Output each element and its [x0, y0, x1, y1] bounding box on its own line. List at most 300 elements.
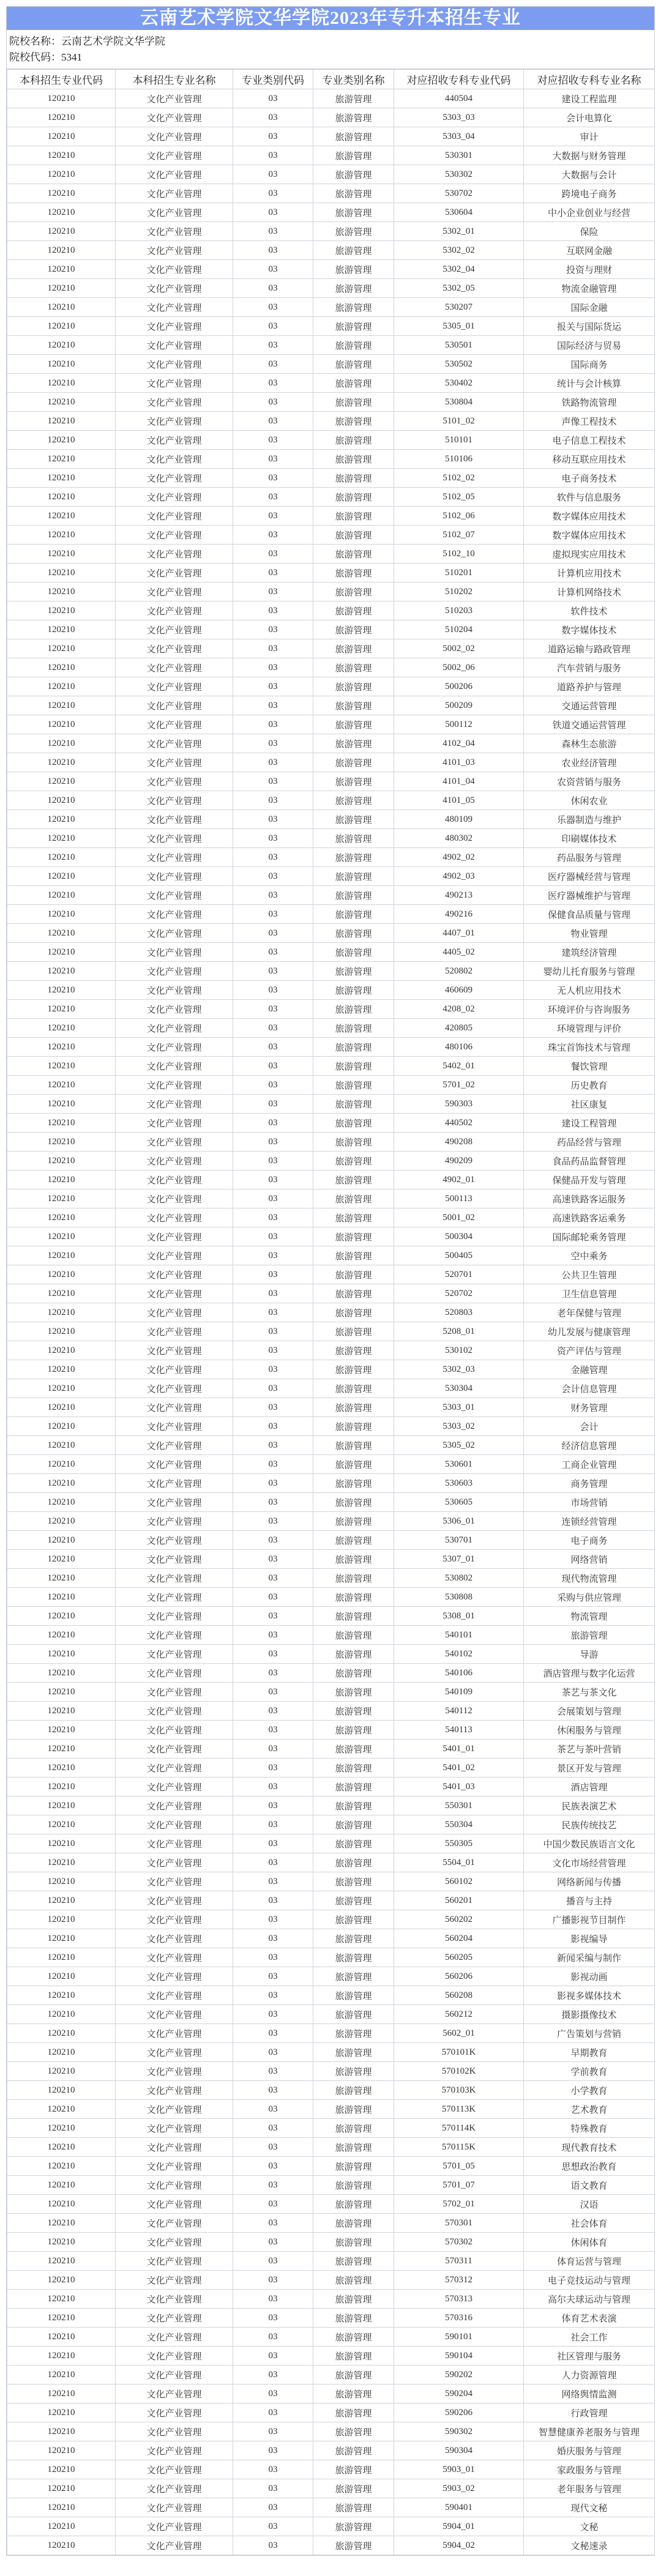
cell-major-code: 120210	[7, 279, 116, 298]
cell-category-code: 03	[233, 2536, 313, 2555]
cell-category-name: 旅游管理	[313, 2043, 394, 2062]
cell-category-code: 03	[233, 1303, 313, 1322]
cell-junior-code: 5401_01	[394, 1740, 524, 1759]
cell-category-code: 03	[233, 1834, 313, 1853]
table-row	[7, 1455, 655, 1474]
cell-junior-name: 高尔夫球运动与管理	[524, 2290, 655, 2309]
table-row	[7, 943, 655, 962]
cell-category-name: 旅游管理	[313, 2252, 394, 2271]
cell-category-code: 03	[233, 1910, 313, 1929]
cell-junior-name: 中国少数民族语言文化	[524, 1834, 655, 1853]
cell-major-name: 文化产业管理	[116, 222, 233, 241]
cell-junior-code: 510201	[394, 564, 524, 583]
cell-junior-code: 540106	[394, 1664, 524, 1683]
cell-category-name: 旅游管理	[313, 89, 394, 108]
table-row	[7, 355, 655, 374]
cell-junior-code: 4902_02	[394, 848, 524, 867]
table-row	[7, 146, 655, 165]
cell-category-name: 旅游管理	[313, 1208, 394, 1227]
cell-junior-name: 中小企业创业与经营	[524, 203, 655, 222]
cell-category-code: 03	[233, 1171, 313, 1189]
cell-category-code: 03	[233, 2290, 313, 2309]
cell-category-name: 旅游管理	[313, 734, 394, 753]
school-code-label: 院校代码：	[9, 51, 61, 63]
cell-category-name: 旅游管理	[313, 2157, 394, 2176]
cell-junior-code: 590202	[394, 2366, 524, 2384]
cell-major-code: 120210	[7, 2024, 116, 2043]
cell-junior-name: 现代物流管理	[524, 1569, 655, 1588]
cell-major-name: 文化产业管理	[116, 355, 233, 374]
cell-category-name: 旅游管理	[313, 450, 394, 469]
cell-junior-code: 570113K	[394, 2100, 524, 2119]
cell-major-code: 120210	[7, 620, 116, 639]
table-row	[7, 374, 655, 393]
cell-major-code: 120210	[7, 1664, 116, 1683]
cell-major-code: 120210	[7, 1626, 116, 1645]
cell-category-name: 旅游管理	[313, 924, 394, 943]
table-row	[7, 1778, 655, 1796]
cell-category-code: 03	[233, 867, 313, 886]
cell-major-code: 120210	[7, 412, 116, 431]
cell-junior-name: 网络舆情监测	[524, 2384, 655, 2403]
cell-category-code: 03	[233, 791, 313, 810]
cell-major-name: 文化产业管理	[116, 2062, 233, 2081]
cell-category-code: 03	[233, 545, 313, 564]
cell-junior-code: 530802	[394, 1569, 524, 1588]
table-row	[7, 620, 655, 639]
cell-major-code: 120210	[7, 886, 116, 905]
cell-category-name: 旅游管理	[313, 583, 394, 601]
table-row	[7, 791, 655, 810]
table-row	[7, 1740, 655, 1759]
cell-junior-code: 5303_03	[394, 108, 524, 127]
cell-category-name: 旅游管理	[313, 1284, 394, 1303]
cell-category-name: 旅游管理	[313, 829, 394, 848]
cell-major-code: 120210	[7, 2498, 116, 2517]
cell-major-name: 文化产业管理	[116, 1569, 233, 1588]
cell-junior-code: 4902_01	[394, 1171, 524, 1189]
cell-junior-name: 文化市场经营管理	[524, 1853, 655, 1872]
table-row	[7, 2214, 655, 2233]
table-row	[7, 1341, 655, 1360]
cell-junior-code: 5504_01	[394, 1853, 524, 1872]
cell-major-code: 120210	[7, 1948, 116, 1967]
cell-major-name: 文化产业管理	[116, 1588, 233, 1607]
cell-major-code: 120210	[7, 2384, 116, 2403]
cell-major-name: 文化产业管理	[116, 1626, 233, 1645]
cell-major-code: 120210	[7, 2517, 116, 2536]
cell-category-name: 旅游管理	[313, 507, 394, 526]
cell-category-name: 旅游管理	[313, 2517, 394, 2536]
cell-major-name: 文化产业管理	[116, 1114, 233, 1133]
cell-junior-code: 560102	[394, 1872, 524, 1891]
cell-major-code: 120210	[7, 2081, 116, 2100]
cell-junior-name: 报关与国际货运	[524, 317, 655, 336]
table-row	[7, 829, 655, 848]
cell-category-code: 03	[233, 1967, 313, 1986]
cell-category-name: 旅游管理	[313, 1872, 394, 1891]
cell-category-code: 03	[233, 1891, 313, 1910]
cell-junior-code: 540109	[394, 1683, 524, 1702]
cell-junior-name: 计算机应用技术	[524, 564, 655, 583]
table-row	[7, 1550, 655, 1569]
table-row	[7, 1303, 655, 1322]
cell-major-name: 文化产业管理	[116, 279, 233, 298]
cell-junior-code: 550305	[394, 1834, 524, 1853]
cell-major-code: 120210	[7, 943, 116, 962]
cell-major-code: 120210	[7, 355, 116, 374]
cell-category-code: 03	[233, 2271, 313, 2290]
cell-junior-code: 5401_03	[394, 1778, 524, 1796]
cell-major-name: 文化产业管理	[116, 469, 233, 488]
cell-junior-name: 老年服务与管理	[524, 2479, 655, 2498]
cell-major-name: 文化产业管理	[116, 1152, 233, 1171]
cell-junior-code: 530501	[394, 336, 524, 355]
cell-junior-code: 480106	[394, 1038, 524, 1057]
cell-junior-name: 工商企业管理	[524, 1455, 655, 1474]
cell-major-code: 120210	[7, 677, 116, 696]
cell-major-name: 文化产业管理	[116, 184, 233, 203]
cell-category-code: 03	[233, 2479, 313, 2498]
cell-major-name: 文化产业管理	[116, 639, 233, 658]
cell-major-code: 120210	[7, 2460, 116, 2479]
cell-category-name: 旅游管理	[313, 1986, 394, 2005]
cell-major-code: 120210	[7, 1967, 116, 1986]
cell-category-code: 03	[233, 1133, 313, 1152]
cell-major-name: 文化产业管理	[116, 1531, 233, 1550]
cell-junior-code: 550304	[394, 1815, 524, 1834]
cell-junior-name: 环境管理与评价	[524, 1019, 655, 1038]
cell-major-name: 文化产业管理	[116, 2233, 233, 2252]
cell-major-code: 120210	[7, 905, 116, 924]
cell-category-name: 旅游管理	[313, 962, 394, 981]
cell-junior-name: 艺术教育	[524, 2100, 655, 2119]
table-row	[7, 1227, 655, 1246]
cell-major-name: 文化产业管理	[116, 2441, 233, 2460]
table-row	[7, 1114, 655, 1133]
cell-junior-name: 物流金融管理	[524, 279, 655, 298]
cell-junior-name: 行政管理	[524, 2403, 655, 2422]
cell-junior-name: 投资与理财	[524, 260, 655, 279]
cell-junior-code: 500405	[394, 1246, 524, 1265]
cell-category-code: 03	[233, 734, 313, 753]
cell-major-name: 文化产业管理	[116, 2081, 233, 2100]
cell-major-code: 120210	[7, 2138, 116, 2157]
cell-category-code: 03	[233, 374, 313, 393]
cell-major-code: 120210	[7, 2005, 116, 2024]
cell-category-code: 03	[233, 2347, 313, 2366]
table-row	[7, 2309, 655, 2328]
cell-junior-code: 510202	[394, 583, 524, 601]
cell-category-code: 03	[233, 1493, 313, 1512]
cell-category-code: 03	[233, 127, 313, 146]
table-row	[7, 1910, 655, 1929]
cell-category-name: 旅游管理	[313, 639, 394, 658]
cell-major-code: 120210	[7, 2176, 116, 2195]
cell-category-code: 03	[233, 279, 313, 298]
cell-junior-name: 软件技术	[524, 601, 655, 620]
cell-junior-name: 金融管理	[524, 1360, 655, 1379]
cell-major-name: 文化产业管理	[116, 450, 233, 469]
cell-junior-code: 590302	[394, 2422, 524, 2441]
cell-junior-code: 530102	[394, 1341, 524, 1360]
table-row	[7, 1796, 655, 1815]
majors-table	[7, 69, 655, 2555]
cell-major-name: 文化产业管理	[116, 829, 233, 848]
cell-category-name: 旅游管理	[313, 1114, 394, 1133]
cell-major-code: 120210	[7, 1095, 116, 1114]
table-row	[7, 469, 655, 488]
table-row	[7, 810, 655, 829]
cell-junior-code: 5401_02	[394, 1759, 524, 1778]
cell-major-code: 120210	[7, 583, 116, 601]
cell-major-name: 文化产业管理	[116, 564, 233, 583]
table-row	[7, 2460, 655, 2479]
cell-category-name: 旅游管理	[313, 2498, 394, 2517]
table-row	[7, 2043, 655, 2062]
cell-junior-name: 数字媒体技术	[524, 620, 655, 639]
cell-major-name: 文化产业管理	[116, 165, 233, 184]
cell-major-code: 120210	[7, 108, 116, 127]
cell-junior-name: 民族传统技艺	[524, 1815, 655, 1834]
cell-major-name: 文化产业管理	[116, 2138, 233, 2157]
cell-major-name: 文化产业管理	[116, 1910, 233, 1929]
cell-category-code: 03	[233, 2517, 313, 2536]
table-row	[7, 393, 655, 412]
cell-junior-name: 餐饮管理	[524, 1057, 655, 1076]
cell-major-code: 120210	[7, 696, 116, 715]
cell-junior-code: 5302_03	[394, 1360, 524, 1379]
cell-category-code: 03	[233, 1208, 313, 1227]
table-row	[7, 1872, 655, 1891]
cell-category-code: 03	[233, 2309, 313, 2328]
school-code: 5341	[61, 51, 82, 63]
table-row	[7, 772, 655, 791]
cell-junior-name: 茶艺与茶文化	[524, 1683, 655, 1702]
cell-junior-name: 财务管理	[524, 1398, 655, 1417]
cell-major-code: 120210	[7, 1493, 116, 1512]
table-row	[7, 867, 655, 886]
cell-category-code: 03	[233, 355, 313, 374]
cell-major-name: 文化产业管理	[116, 2328, 233, 2347]
cell-major-name: 文化产业管理	[116, 431, 233, 450]
table-row	[7, 2498, 655, 2517]
cell-category-code: 03	[233, 1000, 313, 1019]
cell-junior-name: 物流管理	[524, 1607, 655, 1626]
table-row	[7, 450, 655, 469]
cell-junior-code: 420805	[394, 1019, 524, 1038]
cell-junior-code: 540102	[394, 1645, 524, 1664]
cell-junior-code: 4102_04	[394, 734, 524, 753]
cell-category-name: 旅游管理	[313, 1436, 394, 1455]
cell-category-name: 旅游管理	[313, 2479, 394, 2498]
cell-major-code: 120210	[7, 1740, 116, 1759]
cell-junior-code: 5303_01	[394, 1398, 524, 1417]
cell-category-code: 03	[233, 298, 313, 317]
cell-category-name: 旅游管理	[313, 2403, 394, 2422]
cell-major-code: 120210	[7, 1436, 116, 1455]
cell-category-code: 03	[233, 1152, 313, 1171]
cell-major-code: 120210	[7, 2214, 116, 2233]
cell-junior-name: 经济信息管理	[524, 1436, 655, 1455]
cell-major-name: 文化产业管理	[116, 1398, 233, 1417]
cell-junior-name: 保险	[524, 222, 655, 241]
cell-category-code: 03	[233, 1057, 313, 1076]
cell-category-code: 03	[233, 943, 313, 962]
cell-category-name: 旅游管理	[313, 108, 394, 127]
cell-category-name: 旅游管理	[313, 127, 394, 146]
cell-major-code: 120210	[7, 829, 116, 848]
cell-junior-code: 5102_05	[394, 488, 524, 507]
cell-category-code: 03	[233, 620, 313, 639]
cell-junior-name: 跨境电子商务	[524, 184, 655, 203]
cell-junior-code: 5302_05	[394, 279, 524, 298]
cell-major-code: 120210	[7, 222, 116, 241]
cell-major-name: 文化产业管理	[116, 1189, 233, 1208]
cell-category-code: 03	[233, 1019, 313, 1038]
cell-major-name: 文化产业管理	[116, 146, 233, 165]
cell-category-name: 旅游管理	[313, 1967, 394, 1986]
cell-major-code: 120210	[7, 1474, 116, 1493]
cell-major-code: 120210	[7, 89, 116, 108]
table-row	[7, 1645, 655, 1664]
cell-category-code: 03	[233, 2195, 313, 2214]
cell-category-code: 03	[233, 488, 313, 507]
cell-major-code: 120210	[7, 1815, 116, 1834]
table-row	[7, 317, 655, 336]
cell-major-code: 120210	[7, 393, 116, 412]
cell-category-code: 03	[233, 2366, 313, 2384]
cell-category-code: 03	[233, 526, 313, 545]
cell-major-code: 120210	[7, 1303, 116, 1322]
cell-major-code: 120210	[7, 2100, 116, 2119]
cell-junior-name: 商务管理	[524, 1474, 655, 1493]
cell-junior-name: 医疗器械经营与管理	[524, 867, 655, 886]
cell-category-name: 旅游管理	[313, 1000, 394, 1019]
cell-junior-name: 建设工程监理	[524, 89, 655, 108]
cell-junior-code: 5701_02	[394, 1076, 524, 1095]
table-row	[7, 981, 655, 1000]
cell-major-name: 文化产业管理	[116, 393, 233, 412]
cell-category-name: 旅游管理	[313, 1493, 394, 1512]
cell-major-code: 120210	[7, 1284, 116, 1303]
cell-category-name: 旅游管理	[313, 222, 394, 241]
cell-junior-name: 数字媒体应用技术	[524, 507, 655, 526]
cell-category-code: 03	[233, 2252, 313, 2271]
cell-major-name: 文化产业管理	[116, 1986, 233, 2005]
cell-junior-name: 印刷媒体技术	[524, 829, 655, 848]
cell-major-name: 文化产业管理	[116, 545, 233, 564]
cell-junior-code: 530804	[394, 393, 524, 412]
cell-junior-code: 520702	[394, 1284, 524, 1303]
table-row	[7, 1284, 655, 1303]
cell-major-name: 文化产业管理	[116, 89, 233, 108]
table-body	[7, 89, 655, 2555]
cell-category-name: 旅游管理	[313, 1189, 394, 1208]
table-row	[7, 1815, 655, 1834]
table-row	[7, 165, 655, 184]
table-row	[7, 2005, 655, 2024]
table-row	[7, 564, 655, 583]
cell-major-code: 120210	[7, 1133, 116, 1152]
table-row	[7, 1512, 655, 1531]
cell-junior-code: 500112	[394, 715, 524, 734]
cell-junior-code: 530702	[394, 184, 524, 203]
cell-major-name: 文化产业管理	[116, 1872, 233, 1891]
cell-category-code: 03	[233, 1189, 313, 1208]
cell-junior-code: 490208	[394, 1133, 524, 1152]
table-row	[7, 848, 655, 867]
cell-category-code: 03	[233, 1246, 313, 1265]
cell-major-code: 120210	[7, 734, 116, 753]
cell-category-code: 03	[233, 1417, 313, 1436]
cell-major-name: 文化产业管理	[116, 127, 233, 146]
cell-junior-name: 电子竞技运动与管理	[524, 2271, 655, 2290]
cell-junior-name: 影视多媒体技术	[524, 1986, 655, 2005]
cell-junior-code: 570312	[394, 2271, 524, 2290]
cell-category-code: 03	[233, 1227, 313, 1246]
cell-junior-name: 家政服务与管理	[524, 2460, 655, 2479]
table-row	[7, 753, 655, 772]
header-category-name: 专业类别名称	[313, 70, 394, 89]
cell-junior-code: 440504	[394, 89, 524, 108]
table-row	[7, 1493, 655, 1512]
cell-category-name: 旅游管理	[313, 2138, 394, 2157]
cell-major-code: 120210	[7, 772, 116, 791]
cell-major-name: 文化产业管理	[116, 2214, 233, 2233]
cell-category-name: 旅游管理	[313, 810, 394, 829]
cell-major-code: 120210	[7, 1759, 116, 1778]
cell-junior-name: 历史教育	[524, 1076, 655, 1095]
cell-junior-code: 530301	[394, 146, 524, 165]
cell-category-name: 旅游管理	[313, 165, 394, 184]
cell-junior-name: 影视动画	[524, 1967, 655, 1986]
cell-junior-name: 国际金融	[524, 298, 655, 317]
cell-major-code: 120210	[7, 2347, 116, 2366]
cell-category-code: 03	[233, 639, 313, 658]
cell-major-code: 120210	[7, 317, 116, 336]
table-row	[7, 1531, 655, 1550]
cell-category-name: 旅游管理	[313, 1360, 394, 1379]
cell-major-code: 120210	[7, 1834, 116, 1853]
cell-category-code: 03	[233, 146, 313, 165]
table-row	[7, 526, 655, 545]
cell-category-name: 旅游管理	[313, 298, 394, 317]
cell-junior-code: 5303_04	[394, 127, 524, 146]
cell-category-name: 旅游管理	[313, 1626, 394, 1645]
table-row	[7, 545, 655, 564]
cell-category-name: 旅游管理	[313, 431, 394, 450]
cell-major-code: 120210	[7, 2328, 116, 2347]
cell-junior-code: 570103K	[394, 2081, 524, 2100]
cell-category-name: 旅游管理	[313, 753, 394, 772]
cell-category-name: 旅游管理	[313, 1512, 394, 1531]
table-row	[7, 1038, 655, 1057]
cell-category-code: 03	[233, 1038, 313, 1057]
cell-junior-name: 休闲农业	[524, 791, 655, 810]
cell-category-code: 03	[233, 2119, 313, 2138]
cell-major-name: 文化产业管理	[116, 1702, 233, 1721]
cell-major-name: 文化产业管理	[116, 1891, 233, 1910]
table-row	[7, 488, 655, 507]
cell-major-name: 文化产业管理	[116, 412, 233, 431]
cell-category-code: 03	[233, 1683, 313, 1702]
cell-junior-code: 500304	[394, 1227, 524, 1246]
table-row	[7, 2441, 655, 2460]
cell-major-name: 文化产业管理	[116, 2384, 233, 2403]
cell-junior-name: 铁道交通运营管理	[524, 715, 655, 734]
cell-junior-name: 市场营销	[524, 1493, 655, 1512]
